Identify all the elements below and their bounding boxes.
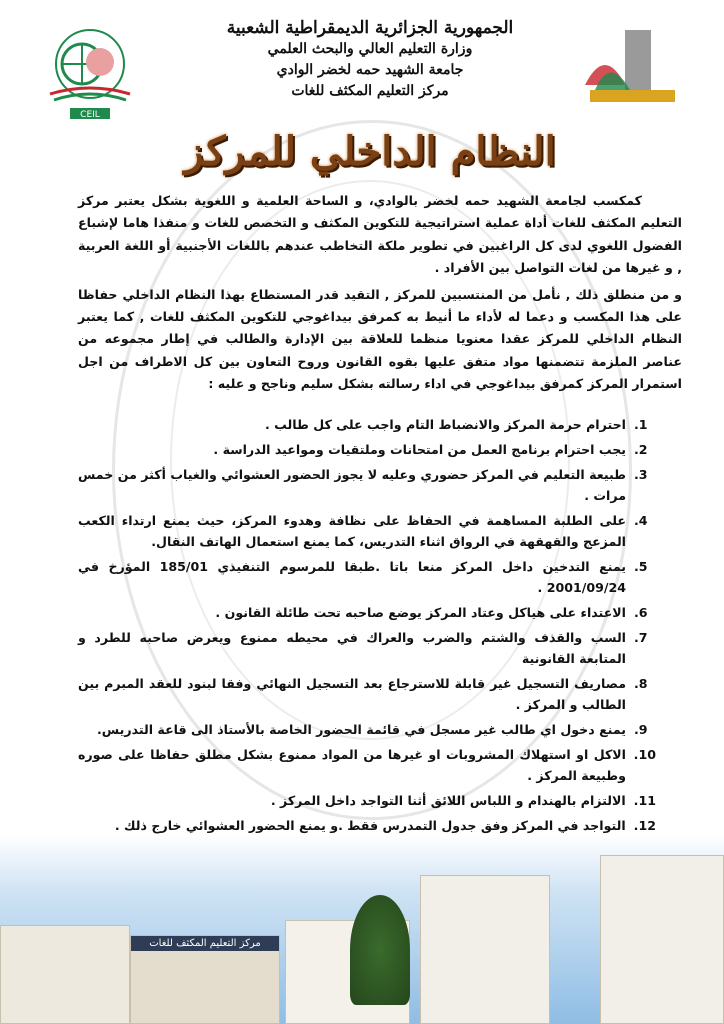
building-right — [600, 855, 724, 1024]
rule-item — [78, 790, 682, 811]
rule-item — [78, 464, 682, 506]
rule-number: 1. — [634, 416, 648, 432]
palm-tree — [350, 895, 410, 1005]
rule-number: 5. — [634, 558, 648, 574]
rule-text: يجب احترام برنامج العمل من امتحانات وملتقيات ومواعيد الدراسة . — [213, 441, 626, 457]
document-body — [78, 190, 682, 840]
rule-item — [78, 439, 682, 460]
rule-number: 9. — [634, 721, 648, 737]
rules-list — [78, 414, 682, 836]
rule-item — [78, 627, 682, 669]
rule-text: يمنع دخول اي طالب غير مسجل في قائمة الحضور الخاصة بالأستاذ الى قاعة التدريس. — [97, 721, 626, 737]
ceil-logo-text: CEIL — [80, 110, 100, 120]
rule-number: 11. — [633, 792, 656, 808]
rule-text: السب والقذف والشتم والضرب والعراك في محيطه ممنوع ويعرض صاحبه للطرد و المتابعة القانونية — [78, 629, 626, 666]
header-university: جامعة الشهيد حمه لخضر الوادي — [276, 62, 464, 78]
rule-number: 2. — [634, 441, 648, 457]
ceil-logo — [40, 22, 140, 122]
building-center — [130, 935, 280, 1024]
rule-text: احترام حرمة المركز والانضباط التام واجب على كل طالب . — [265, 416, 626, 432]
center-sign: مركز التعليم المكثف للغات — [131, 936, 279, 951]
rule-item — [78, 815, 682, 836]
rule-text: الاكل او استهلاك المشروبات او غيرها من المواد ممنوع بشكل مطلق حفاظا على صوره وطبيعة المركز . — [78, 746, 626, 783]
header-ministry: وزارة التعليم العالي والبحث العلمي — [267, 41, 473, 57]
rule-text: يمنع التدخين داخل المركز منعا باتا .طبقا للمرسوم التنفيذي 185/01 المؤرخ في 2001/09/24 . — [78, 558, 626, 595]
intro-paragraph-2: و من منطلق ذلك , نأمل من المنتسبين للمركز , التقيد قدر المستطاع بهذا النظام الداخلي حفاظا على هذا المكسب و دعما له لأداء ما أنيط به كمرفق بيداغوجي للتكوين المكثف للغات , كما يعتبر النظام الداخلي للمركز عقدا معنويا منظما للعلاقة بين الإدارة والطالب في إطار مجموعه من عناصر الملزمة تتضمنها مواد متفق عليها بقوه القانون وروح التعاون بين كل الاطراف من اجل استمرار المركز كمرفق بيداغوجي في اداء رسالته بشكل سليم وناجح و عليه : — [78, 286, 682, 392]
rule-item — [78, 673, 682, 715]
rule-number: 12. — [633, 817, 656, 833]
rule-item — [78, 602, 682, 623]
header-center: مركز التعليم المكثف للغات — [291, 83, 449, 99]
rule-text: مصاريف التسجيل غير قابلة للاسترجاع بعد التسجيل النهائي وفقا لبنود للعقد المبرم بين الطالب و المركز . — [78, 675, 626, 712]
rule-number: 7. — [634, 629, 648, 645]
rule-text: الالتزام بالهندام و اللباس اللائق أثنا التواجد داخل المركز . — [270, 792, 626, 808]
rule-text: على الطلبة المساهمة في الحفاظ على نظافة وهدوء المركز، حيث يمنع ارتداء الكعب المزعج والقهقهة في الرواق اثناء التدريس، كما يمنع استعمال الهاتف النقال. — [78, 512, 626, 549]
rule-number: 6. — [634, 604, 648, 620]
header-republic: الجمهورية الجزائرية الديمقراطية الشعبية — [226, 18, 514, 38]
rule-item — [78, 510, 682, 552]
rule-item — [78, 414, 682, 435]
rule-number: 8. — [634, 675, 648, 691]
rule-number: 3. — [634, 466, 648, 482]
campus-photo — [0, 835, 724, 1024]
rule-number: 10. — [633, 746, 656, 762]
university-logo — [575, 25, 685, 125]
rule-text: التواجد في المركز وفق جدول التمدرس فقط .و يمنع الحضور العشوائي خارج ذلك . — [114, 817, 626, 833]
document-header — [180, 18, 560, 102]
rule-number: 4. — [634, 512, 648, 528]
rule-item — [78, 719, 682, 740]
rule-text: طبيعة التعليم في المركز حضوري وعليه لا يجوز الحضور العشوائي والغياب أكثر من خمس مرات . — [78, 466, 626, 503]
building-tower — [420, 875, 550, 1024]
page-title: النظام الداخلي للمركز — [184, 128, 556, 175]
rule-item — [78, 744, 682, 786]
intro-paragraph-1: كمكسب لجامعة الشهيد حمه لخضر بالوادي، و الساحة العلمية و اللغوية بشكل يعتبر مركز التعليم المكثف للغات أداة عملية استراتيجية للتكوين المكثف و التخصص للغات و منفذا هاما لإشباع الفضول اللغوي لدى كل الراغبين في تطوير ملكة التخاطب عندهم باللغات الأجنبية أو اللغة العربية , و غيرها من لغات التواصل بين الأفراد . — [78, 193, 682, 276]
building-arcade — [0, 925, 130, 1024]
rule-item — [78, 556, 682, 598]
rule-text: الاعتداء على هياكل وعتاد المركز يوضع صاحبه تحت طائلة القانون . — [215, 604, 626, 620]
